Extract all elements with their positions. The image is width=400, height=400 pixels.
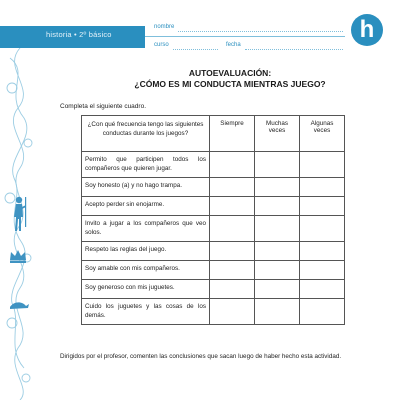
hiru-h-logo-icon xyxy=(351,14,383,46)
table-row xyxy=(82,299,345,325)
behavior-statement: Soy amable con mis compañeros. xyxy=(82,261,210,280)
answer-cell[interactable] xyxy=(210,299,255,325)
answer-cell[interactable] xyxy=(210,242,255,261)
behavior-statement: Acepto perder sin enojarme. xyxy=(82,197,210,216)
answer-cell[interactable] xyxy=(300,152,345,178)
self-evaluation-table xyxy=(81,115,345,325)
warrior-figure-icon xyxy=(6,195,32,235)
header-rule xyxy=(145,36,345,37)
answer-cell[interactable] xyxy=(300,261,345,280)
instructions-text: Completa el siguiente cuadro. xyxy=(60,103,146,110)
name-label: nombre xyxy=(154,24,175,30)
answer-cell[interactable] xyxy=(210,280,255,299)
table-row xyxy=(82,178,345,197)
behavior-statement: Cuido los juguetes y las cosas de los demás. xyxy=(82,299,210,325)
oil-lamp-icon xyxy=(8,298,30,312)
logo-letter: h xyxy=(359,16,375,43)
answer-cell[interactable] xyxy=(210,261,255,280)
answer-cell[interactable] xyxy=(210,197,255,216)
question-header: ¿Con qué frecuencia tengo las siguientes conductas durante los juegos? xyxy=(82,116,210,152)
course-field[interactable] xyxy=(173,49,218,50)
answer-cell[interactable] xyxy=(255,216,300,242)
column-header-often: Muchas veces xyxy=(255,116,300,152)
table-row xyxy=(82,197,345,216)
answer-cell[interactable] xyxy=(300,280,345,299)
column-header-always: Siempre xyxy=(210,116,255,152)
page-title-line1: AUTOEVALUACIÓN: xyxy=(188,68,272,78)
table-row xyxy=(82,242,345,261)
behavior-statement: Soy honesto (a) y no hago trampa. xyxy=(82,178,210,197)
table-row xyxy=(82,152,345,178)
answer-cell[interactable] xyxy=(255,280,300,299)
behavior-statement: Invito a jugar a los compañeros que veo solos. xyxy=(82,216,210,242)
answer-cell[interactable] xyxy=(255,152,300,178)
answer-cell[interactable] xyxy=(255,242,300,261)
answer-cell[interactable] xyxy=(300,216,345,242)
table-header-row xyxy=(82,116,345,152)
crown-icon xyxy=(8,248,28,264)
answer-cell[interactable] xyxy=(210,178,255,197)
answer-cell[interactable] xyxy=(300,197,345,216)
table-row xyxy=(82,216,345,242)
answer-cell[interactable] xyxy=(255,261,300,280)
closing-instructions: Dirigidos por el profesor, comenten las conclusiones que sacan luego de haber hecho esta actividad. xyxy=(60,353,342,360)
behavior-statement: Soy generoso con mis juguetes. xyxy=(82,280,210,299)
answer-cell[interactable] xyxy=(210,152,255,178)
decorative-sidebar xyxy=(0,0,38,400)
answer-cell[interactable] xyxy=(300,299,345,325)
date-field[interactable] xyxy=(245,49,343,50)
page-title-line2: ¿CÓMO ES MI CONDUCTA MIENTRAS JUEGO? xyxy=(134,79,326,89)
name-field[interactable] xyxy=(178,31,343,32)
date-label: fecha xyxy=(226,42,241,48)
column-header-sometimes: Algunas veces xyxy=(300,116,345,152)
answer-cell[interactable] xyxy=(300,178,345,197)
table-row xyxy=(82,280,345,299)
behavior-statement: Permito que participen todos los compañeros que quieren jugar. xyxy=(82,152,210,178)
behavior-statement: Respeto las reglas del juego. xyxy=(82,242,210,261)
course-label: curso xyxy=(154,42,169,48)
answer-cell[interactable] xyxy=(255,299,300,325)
answer-cell[interactable] xyxy=(255,197,300,216)
answer-cell[interactable] xyxy=(255,178,300,197)
table-row xyxy=(82,261,345,280)
answer-cell[interactable] xyxy=(210,216,255,242)
answer-cell[interactable] xyxy=(300,242,345,261)
subject-label: historia • 2º básico xyxy=(46,30,112,39)
